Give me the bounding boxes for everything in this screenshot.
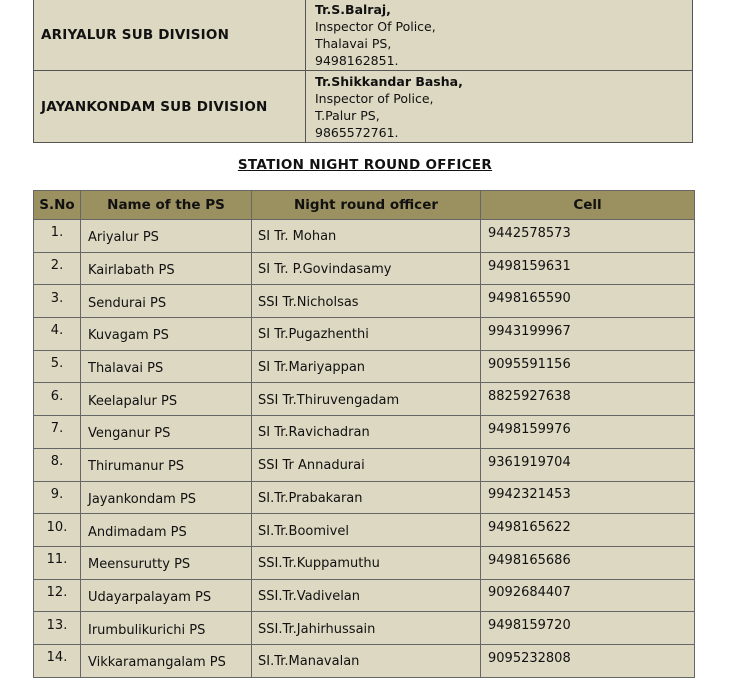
cell-phone: 9498159720 xyxy=(481,612,695,645)
cell-officer: SSI.Tr.Kuppamuthu xyxy=(252,546,481,579)
cell-phone: 9361919704 xyxy=(481,448,695,481)
cell-sno: 13. xyxy=(34,612,81,645)
header-night-round-officer: Night round officer xyxy=(252,191,481,220)
cell-sno: 11. xyxy=(34,546,81,579)
cell-phone: 9942321453 xyxy=(481,481,695,514)
officer-name: Tr.S.Balraj, xyxy=(315,2,391,17)
cell-officer: SI Tr. P.Govindasamy xyxy=(252,252,481,285)
cell-officer: SI Tr.Mariyappan xyxy=(252,350,481,383)
cell-sno: 12. xyxy=(34,579,81,612)
table-row xyxy=(34,285,695,318)
cell-ps-name: Keelapalur PS xyxy=(81,383,252,416)
cell-ps-name: Ariyalur PS xyxy=(81,220,252,253)
cell-officer: SSI Tr Annadurai xyxy=(252,448,481,481)
officer-name: Tr.Shikkandar Basha, xyxy=(315,74,463,89)
sub-division-name: ARIYALUR SUB DIVISION xyxy=(34,0,306,71)
sub-division-name: JAYANKONDAM SUB DIVISION xyxy=(34,71,306,143)
header-cell: Cell xyxy=(481,191,695,220)
cell-sno: 6. xyxy=(34,383,81,416)
cell-phone: 9092684407 xyxy=(481,579,695,612)
officer-detail-line: 9865572761. xyxy=(315,125,399,140)
table-row xyxy=(34,416,695,449)
table-row xyxy=(34,481,695,514)
table-row xyxy=(34,514,695,547)
cell-sno: 1. xyxy=(34,220,81,253)
cell-phone: 9442578573 xyxy=(481,220,695,253)
table-row xyxy=(34,350,695,383)
officer-detail-line: Inspector Of Police, xyxy=(315,19,436,34)
officer-detail-line: Inspector of Police, xyxy=(315,91,434,106)
header-sno: S.No xyxy=(34,191,81,220)
cell-phone: 8825927638 xyxy=(481,383,695,416)
night-round-table xyxy=(33,190,695,678)
cell-phone: 9498159976 xyxy=(481,416,695,449)
table-row xyxy=(34,252,695,285)
section-title: STATION NIGHT ROUND OFFICER xyxy=(237,157,493,173)
table-row xyxy=(34,220,695,253)
cell-ps-name: Irumbulikurichi PS xyxy=(81,612,252,645)
cell-sno: 8. xyxy=(34,448,81,481)
cell-sno: 5. xyxy=(34,350,81,383)
cell-phone: 9095591156 xyxy=(481,350,695,383)
officer-detail-line: Thalavai PS, xyxy=(315,36,392,51)
cell-ps-name: Vikkaramangalam PS xyxy=(81,644,252,677)
table-row xyxy=(34,644,695,677)
cell-phone: 9095232808 xyxy=(481,644,695,677)
cell-ps-name: Kuvagam PS xyxy=(81,318,252,351)
cell-officer: SI.Tr.Manavalan xyxy=(252,644,481,677)
cell-sno: 3. xyxy=(34,285,81,318)
cell-ps-name: Meensurutty PS xyxy=(81,546,252,579)
cell-phone: 9498159631 xyxy=(481,252,695,285)
cell-ps-name: Kairlabath PS xyxy=(81,252,252,285)
cell-officer: SI Tr.Pugazhenthi xyxy=(252,318,481,351)
sub-division-officer xyxy=(306,0,693,71)
table-row xyxy=(34,383,695,416)
table-row xyxy=(34,612,695,645)
cell-ps-name: Jayankondam PS xyxy=(81,481,252,514)
sub-division-table xyxy=(33,0,693,143)
cell-phone: 9498165622 xyxy=(481,514,695,547)
cell-ps-name: Thirumanur PS xyxy=(81,448,252,481)
cell-officer: SI.Tr.Boomivel xyxy=(252,514,481,547)
cell-sno: 14. xyxy=(34,644,81,677)
cell-officer: SSI Tr.Nicholsas xyxy=(252,285,481,318)
cell-ps-name: Sendurai PS xyxy=(81,285,252,318)
sub-division-row xyxy=(34,71,693,143)
cell-sno: 4. xyxy=(34,318,81,351)
cell-phone: 9498165590 xyxy=(481,285,695,318)
header-ps-name: Name of the PS xyxy=(81,191,252,220)
cell-sno: 10. xyxy=(34,514,81,547)
table-row xyxy=(34,579,695,612)
cell-ps-name: Venganur PS xyxy=(81,416,252,449)
cell-ps-name: Udayarpalayam PS xyxy=(81,579,252,612)
cell-ps-name: Thalavai PS xyxy=(81,350,252,383)
table-row xyxy=(34,318,695,351)
cell-sno: 2. xyxy=(34,252,81,285)
cell-ps-name: Andimadam PS xyxy=(81,514,252,547)
cell-officer: SSI.Tr.Jahirhussain xyxy=(252,612,481,645)
officer-detail-line: T.Palur PS, xyxy=(315,108,380,123)
officer-detail-line: 9498162851. xyxy=(315,53,399,68)
cell-officer: SI Tr.Ravichadran xyxy=(252,416,481,449)
cell-officer: SSI.Tr.Vadivelan xyxy=(252,579,481,612)
cell-officer: SI.Tr.Prabakaran xyxy=(252,481,481,514)
cell-officer: SI Tr. Mohan xyxy=(252,220,481,253)
cell-sno: 7. xyxy=(34,416,81,449)
cell-sno: 9. xyxy=(34,481,81,514)
cell-phone: 9943199967 xyxy=(481,318,695,351)
table-row xyxy=(34,448,695,481)
table-row xyxy=(34,546,695,579)
cell-officer: SSI Tr.Thiruvengadam xyxy=(252,383,481,416)
table-header-row xyxy=(34,191,695,220)
sub-division-officer xyxy=(306,71,693,143)
sub-division-row xyxy=(34,0,693,71)
cell-phone: 9498165686 xyxy=(481,546,695,579)
